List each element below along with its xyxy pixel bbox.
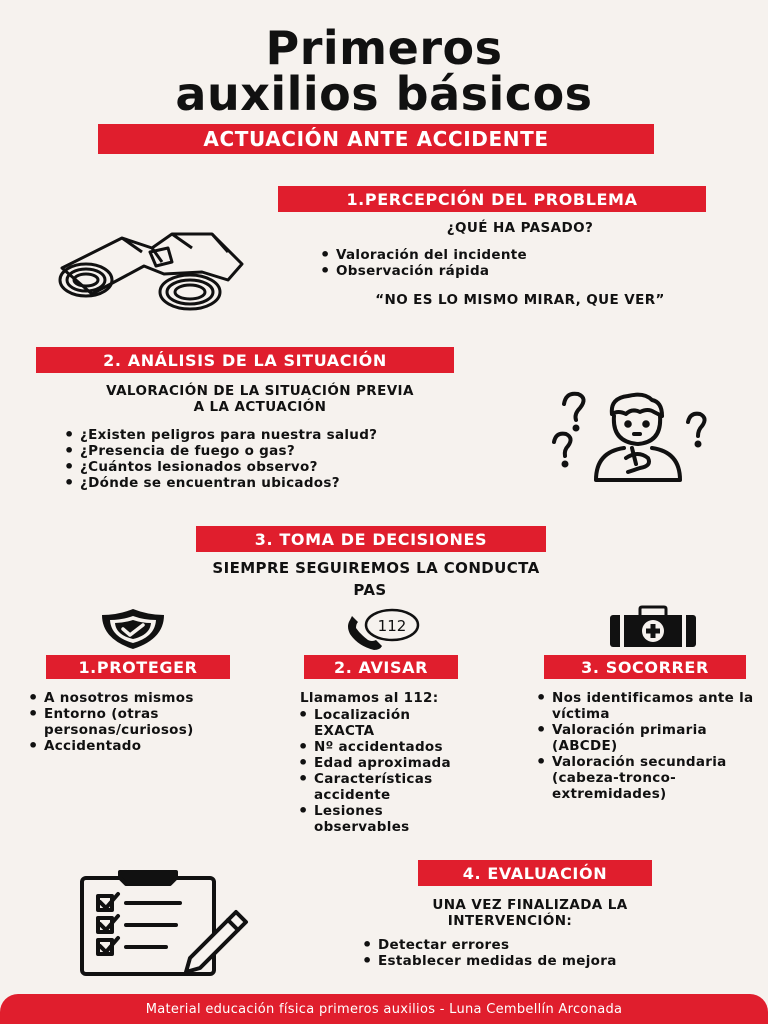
- section3-intro-line2: PAS: [353, 581, 387, 599]
- footer-bar: Material educación física primeros auxilios - Luna Cembellín Arconada: [0, 994, 768, 1024]
- section2-intro-line1: VALORACIÓN DE LA SITUACIÓN PREVIA: [106, 383, 414, 399]
- section1-heading: 1.PERCEPCIÓN DEL PROBLEMA: [278, 186, 706, 212]
- list-item: • Lesiones observables: [296, 803, 454, 835]
- section2-bullet-list: [62, 427, 502, 491]
- section3-intro-line1: SIEMPRE SEGUIREMOS LA CONDUCTA: [212, 559, 540, 577]
- list-item: • Edad aproximada: [296, 755, 506, 771]
- binoculars-icon: [52, 222, 252, 312]
- list-item: • ¿Cuántos lesionados observo?: [62, 459, 502, 475]
- list-item: • Valoración del incidente: [318, 247, 638, 263]
- list-item: • Valoración secundaria (cabeza-tronco-extremidades): [534, 754, 732, 802]
- socorrer-heading: 3. SOCORRER: [544, 655, 746, 679]
- list-item: • Detectar errores: [360, 937, 710, 953]
- shield-icon: [100, 607, 166, 651]
- proteger-bullet-list: [26, 690, 266, 754]
- avisar-intro: Llamamos al 112:: [300, 690, 439, 706]
- avisar-bullet-list: [296, 707, 506, 835]
- list-item: • Establecer medidas de mejora: [360, 953, 710, 969]
- subtitle-banner: ACTUACIÓN ANTE ACCIDENTE: [98, 124, 654, 154]
- list-item: • Características accidente: [296, 771, 484, 803]
- phone-number-label: 112: [377, 617, 407, 635]
- thinking-person-icon: [548, 388, 728, 488]
- section4-heading: 4. EVALUACIÓN: [418, 860, 652, 886]
- list-item: • A nosotros mismos: [26, 690, 266, 706]
- section4-bullet-list: [360, 937, 710, 969]
- section1-question: ¿QUÉ HA PASADO?: [446, 220, 594, 236]
- list-item: • Observación rápida: [318, 263, 638, 279]
- page-title-line1: Primeros: [265, 21, 503, 75]
- list-item: • ¿Presencia de fuego o gas?: [62, 443, 502, 459]
- list-item: • Accidentado: [26, 738, 266, 754]
- list-item: • Nº accidentados: [296, 739, 506, 755]
- section1-bullet-list: [318, 247, 638, 279]
- page-title-line2: auxilios básicos: [175, 67, 593, 121]
- first-aid-kit-icon: [608, 605, 698, 649]
- clipboard-checklist-icon: [80, 868, 252, 978]
- list-item: • ¿Dónde se encuentran ubicados?: [62, 475, 502, 491]
- list-item: • Entorno (otras personas/curiosos): [26, 706, 266, 738]
- section4-intro-line2: INTERVENCIÓN:: [447, 913, 573, 929]
- section2-heading: 2. ANÁLISIS DE LA SITUACIÓN: [36, 347, 454, 373]
- socorrer-bullet-list: [534, 690, 756, 802]
- section4-intro-line1: UNA VEZ FINALIZADA LA: [432, 897, 628, 913]
- proteger-heading: 1.PROTEGER: [46, 655, 230, 679]
- section2-intro-line2: A LA ACTUACIÓN: [193, 399, 327, 415]
- avisar-heading: 2. AVISAR: [304, 655, 458, 679]
- list-item: • ¿Existen peligros para nuestra salud?: [62, 427, 502, 443]
- phone-112-icon: [344, 606, 422, 652]
- list-item: • Valoración primaria (ABCDE): [534, 722, 738, 754]
- section3-heading: 3. TOMA DE DECISIONES: [196, 526, 546, 552]
- list-item: • Nos identificamos ante la víctima: [534, 690, 756, 722]
- list-item: • Localización EXACTA: [296, 707, 464, 739]
- section1-quote: “NO ES LO MISMO MIRAR, QUE VER”: [375, 292, 665, 308]
